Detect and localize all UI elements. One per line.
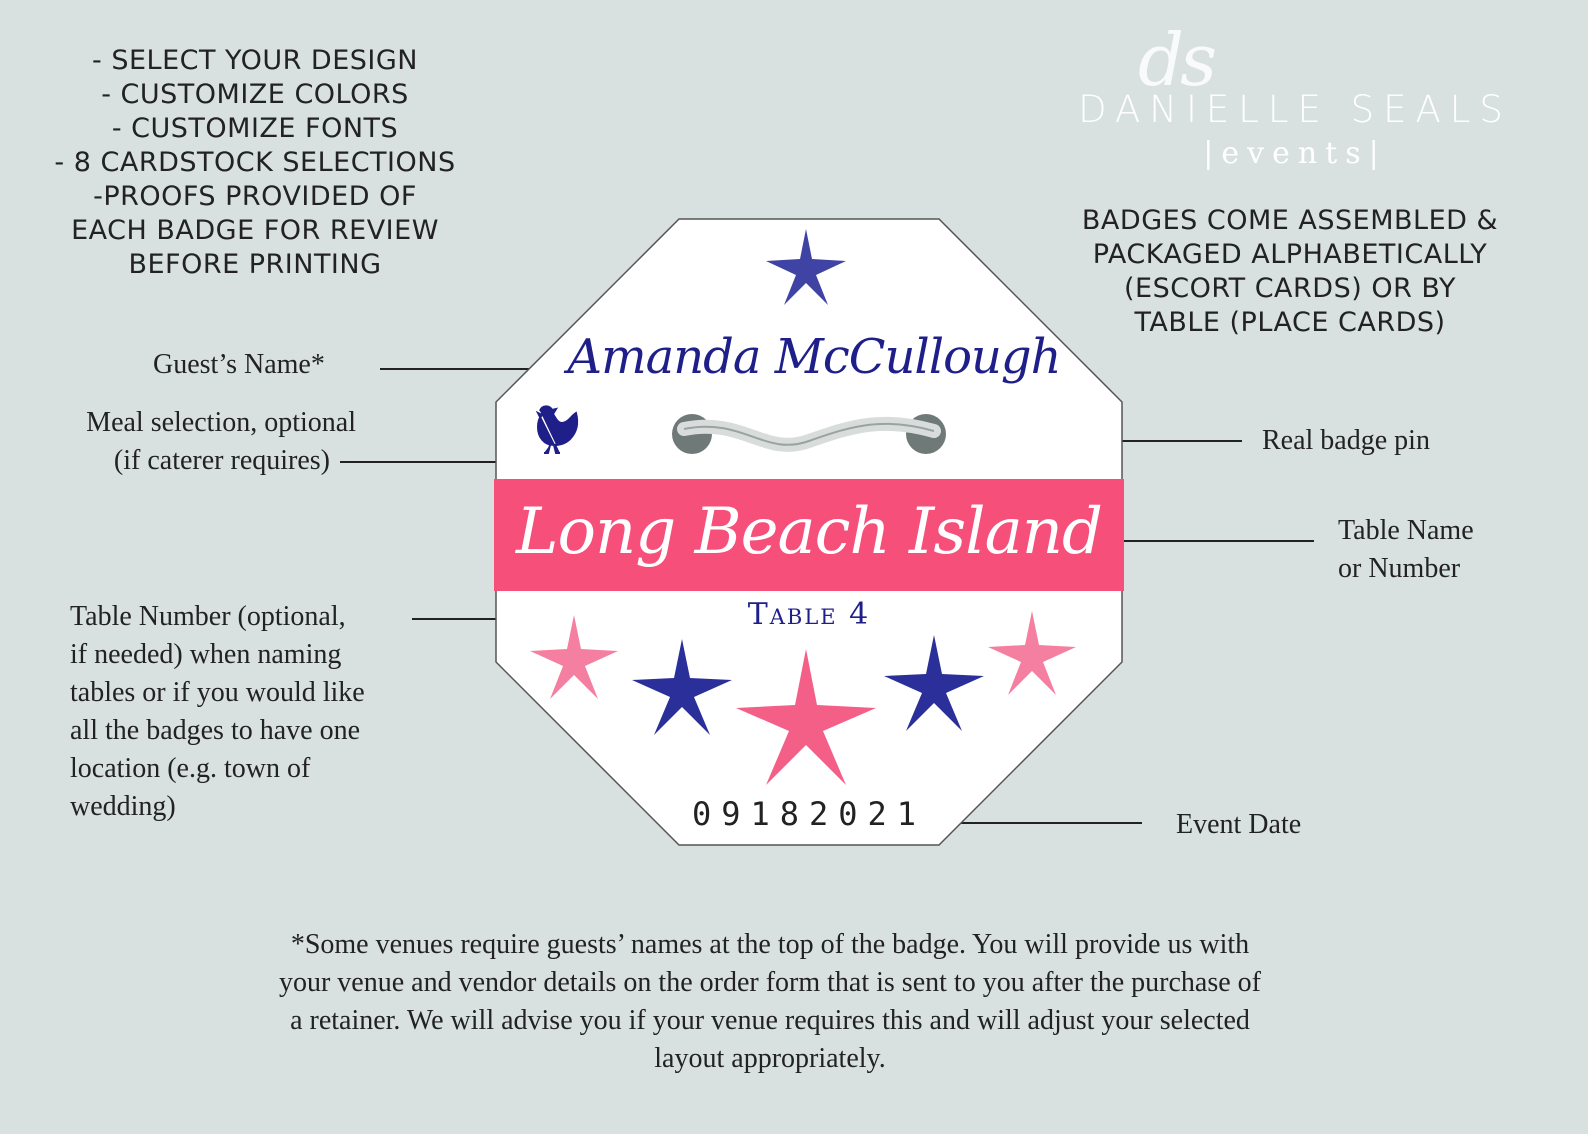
meal-label-line: Meal selection, optional [86,407,356,438]
table-number-label-line: Table Number (optional, [70,601,346,632]
badge-event-date: 09182021 [691,795,927,833]
assembly-note-line: BADGES COME ASSEMBLED & [1081,205,1499,236]
guest-name-label: Guest’s Name* [153,349,325,380]
table-number-label-line: wedding) [70,791,176,822]
logo-name: DANIELLE SEALS [1078,88,1512,131]
meal-leader-line [340,461,520,463]
footnote [150,926,1390,1078]
footnote-line: your venue and vendor details on the order form that is sent to you after the purchase of [278,967,1262,998]
assembly-note-line: TABLE (PLACE CARDS) [1134,307,1446,338]
features-list [20,44,490,282]
logo-monogram: ds [1138,18,1214,102]
table-name-label [1338,512,1474,588]
feature-item: - CUSTOMIZE FONTS [111,113,399,144]
footnote-line: *Some venues require guests’ names at the top of the badge. You will provide us with [290,929,1250,960]
table-name-leader-line [1118,540,1314,542]
assembly-note [1060,204,1520,340]
table-name-label-line: Table Name [1338,515,1474,546]
feature-item: - SELECT YOUR DESIGN [92,45,418,76]
badge-table-number: Table 4 [747,597,871,632]
badge-guest-name: Amanda McCullough [567,329,1061,385]
brand-logo [1050,18,1540,180]
feature-item: - 8 CARDSTOCK SELECTIONS [54,147,456,178]
feature-item: -PROOFS PROVIDED OF [93,181,417,212]
feature-item: EACH BADGE FOR REVIEW [71,215,439,246]
table-name-label-line: or Number [1338,553,1461,584]
assembly-note-line: (ESCORT CARDS) OR BY [1124,273,1456,304]
meal-label-line: (if caterer requires) [113,445,330,476]
table-number-label-line: location (e.g. town of [70,753,311,784]
logo-subtitle: |events| [1203,136,1387,171]
table-number-label-line: tables or if you would like [70,677,365,708]
footnote-line: layout appropriately. [654,1043,886,1074]
feature-item: - CUSTOMIZE COLORS [101,79,409,110]
name-badge [494,217,1124,847]
footnote-line: a retainer. We will advise you if your venue requires this and will adjust your selected [290,1005,1250,1036]
table-number-label [70,598,365,826]
pin-label: Real badge pin [1262,425,1430,456]
badge-table-name: Long Beach Island [516,495,1102,569]
event-date-label: Event Date [1176,809,1302,840]
feature-item: BEFORE PRINTING [128,249,382,280]
meal-label [34,404,356,480]
table-number-label-line: all the badges to have one [70,715,361,746]
table-number-label-line: if needed) when naming [70,639,342,670]
assembly-note-line: PACKAGED ALPHABETICALLY [1092,239,1488,270]
